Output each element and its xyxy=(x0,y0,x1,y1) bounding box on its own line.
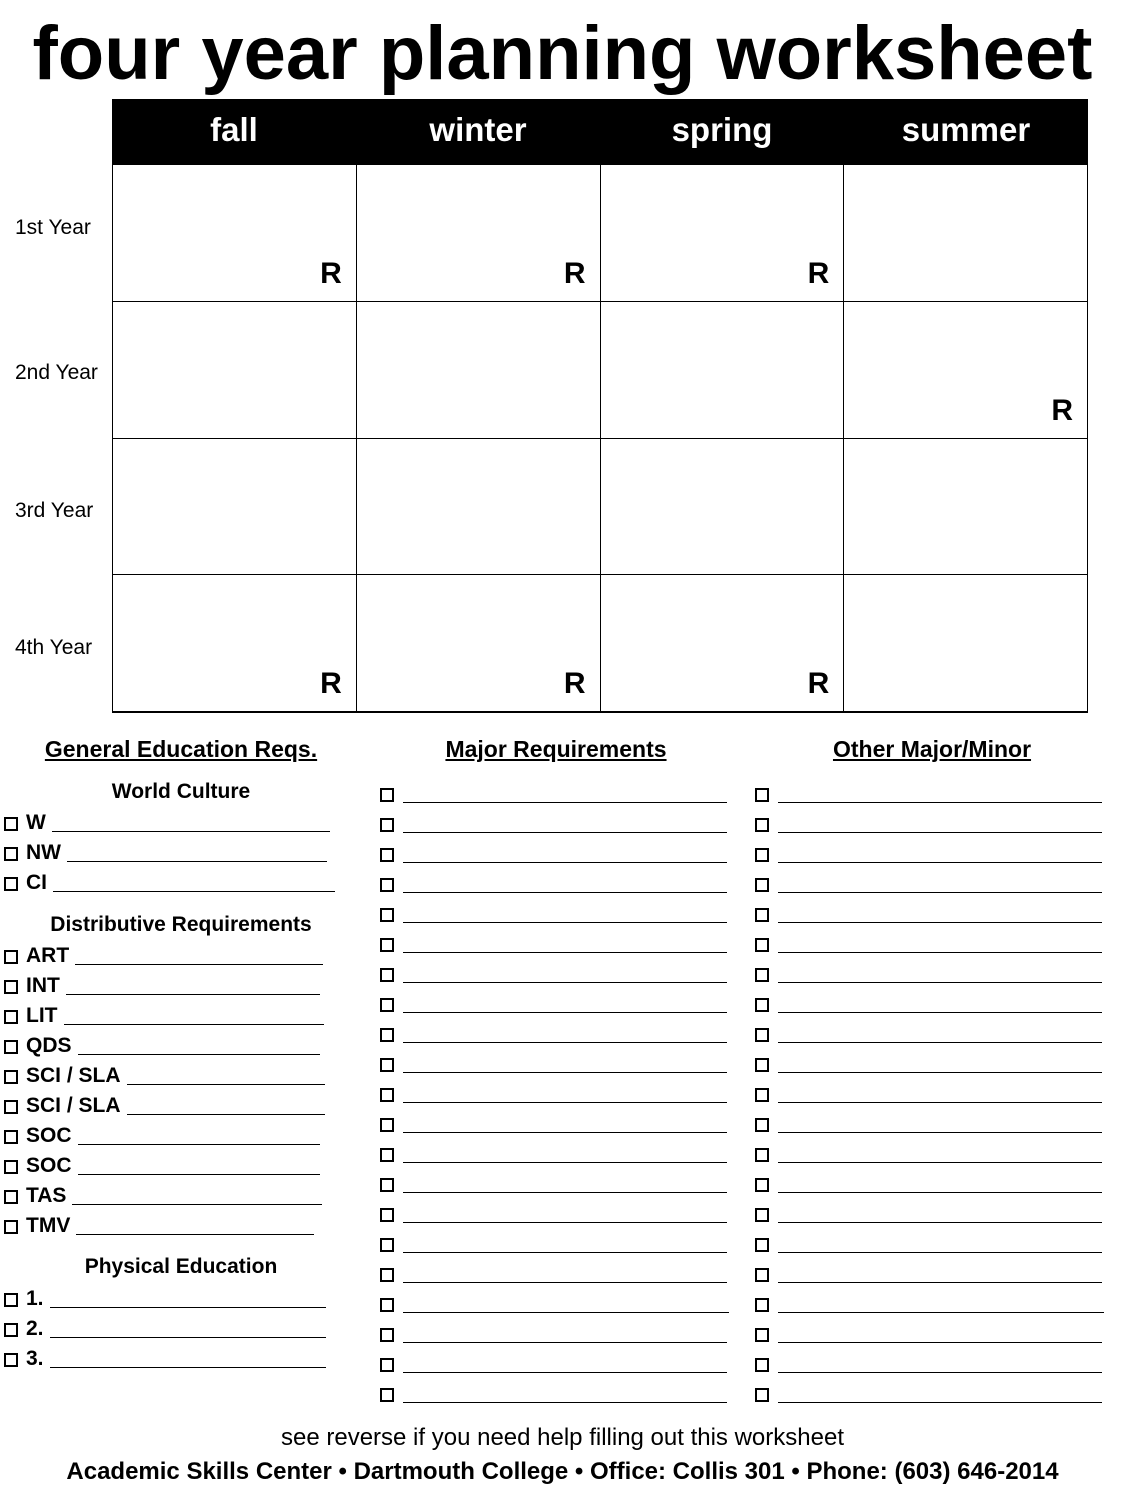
other-requirement-row[interactable] xyxy=(755,811,1102,835)
checkbox[interactable] xyxy=(4,1100,18,1114)
fill-in-line[interactable] xyxy=(403,874,727,893)
registration-mark: R xyxy=(320,256,342,290)
fill-in-line[interactable] xyxy=(403,1324,727,1343)
requirement-label: SCI / SLA xyxy=(26,1094,121,1117)
fill-in-line[interactable] xyxy=(778,934,1102,953)
other-requirement-row[interactable] xyxy=(755,991,1102,1015)
other-requirement-row[interactable] xyxy=(755,1261,1102,1285)
checkbox[interactable] xyxy=(4,1220,18,1234)
major-requirement-row[interactable] xyxy=(380,991,727,1015)
checkbox[interactable] xyxy=(4,817,18,831)
gen-ed-heading: General Education Reqs. xyxy=(44,736,318,762)
checkbox[interactable] xyxy=(380,1358,394,1372)
major-requirement-row[interactable] xyxy=(380,931,727,955)
fill-in-line[interactable] xyxy=(403,1294,729,1313)
checkbox[interactable] xyxy=(380,788,394,802)
major-requirement-row[interactable] xyxy=(380,1171,727,1195)
fill-in-line[interactable] xyxy=(78,1156,320,1175)
fill-in-line[interactable] xyxy=(778,1324,1102,1343)
fill-in-line[interactable] xyxy=(403,1054,727,1073)
checkbox[interactable] xyxy=(380,1298,394,1312)
term-cell[interactable] xyxy=(601,439,845,576)
major-heading: Major Requirements xyxy=(445,736,667,762)
registration-mark: R xyxy=(807,256,830,290)
checkbox[interactable] xyxy=(380,1058,394,1072)
major-requirement-row[interactable] xyxy=(380,901,727,925)
fill-in-line[interactable] xyxy=(403,1264,727,1283)
term-cell[interactable] xyxy=(113,439,357,576)
fill-in-line[interactable] xyxy=(778,1174,1102,1193)
checkbox[interactable] xyxy=(380,1088,394,1102)
checkbox[interactable] xyxy=(380,878,394,892)
fill-in-line[interactable] xyxy=(403,1384,727,1403)
fill-in-line[interactable] xyxy=(778,1024,1102,1043)
requirement-label: ART xyxy=(26,944,70,967)
term-cell[interactable] xyxy=(113,302,357,439)
requirement-item[interactable] xyxy=(4,1346,326,1372)
term-cell[interactable] xyxy=(601,302,845,439)
checkbox[interactable] xyxy=(755,1268,769,1282)
requirement-label: TMV xyxy=(26,1214,71,1237)
fill-in-line[interactable] xyxy=(778,1204,1102,1223)
checkbox[interactable] xyxy=(755,1178,769,1192)
other-requirement-row[interactable] xyxy=(755,1381,1102,1405)
requirement-label: 1. xyxy=(26,1287,44,1310)
checkbox[interactable] xyxy=(380,1118,394,1132)
checkbox[interactable] xyxy=(4,1130,18,1144)
fill-in-line[interactable] xyxy=(78,1126,320,1145)
footer-note: see reverse if you need help filling out this worksheet xyxy=(281,1424,844,1451)
other-requirement-row[interactable] xyxy=(755,841,1102,865)
checkbox[interactable] xyxy=(380,908,394,922)
other-requirement-row[interactable] xyxy=(755,1231,1102,1255)
major-requirement-row[interactable] xyxy=(380,1141,727,1165)
fill-in-line[interactable] xyxy=(72,1186,322,1205)
fill-in-line[interactable] xyxy=(403,1204,727,1223)
term-cell[interactable] xyxy=(601,165,845,302)
checkbox[interactable] xyxy=(4,950,18,964)
fill-in-line[interactable] xyxy=(50,1349,326,1368)
checkbox[interactable] xyxy=(755,1388,769,1402)
requirement-label: SOC xyxy=(26,1124,72,1147)
season-fall: fall xyxy=(210,111,258,148)
fill-in-line[interactable] xyxy=(778,1084,1102,1103)
season-summer: summer xyxy=(901,111,1031,148)
checkbox[interactable] xyxy=(755,1088,769,1102)
major-requirement-row[interactable] xyxy=(380,811,727,835)
fill-in-line[interactable] xyxy=(778,1144,1102,1163)
world-culture-heading: World Culture xyxy=(111,780,251,803)
checkbox[interactable] xyxy=(755,1358,769,1372)
other-heading: Other Major/Minor xyxy=(832,736,1032,762)
checkbox[interactable] xyxy=(755,788,769,802)
checkbox[interactable] xyxy=(755,1208,769,1222)
fill-in-line[interactable] xyxy=(403,904,727,923)
year-label: 3rd Year xyxy=(15,499,94,522)
checkbox[interactable] xyxy=(380,818,394,832)
major-requirement-row[interactable] xyxy=(380,841,727,865)
fill-in-line[interactable] xyxy=(127,1096,325,1115)
requirement-label: TAS xyxy=(26,1184,67,1207)
fill-in-line[interactable] xyxy=(403,1234,727,1253)
checkbox[interactable] xyxy=(755,1118,769,1132)
requirement-label: SCI / SLA xyxy=(26,1064,121,1087)
fill-in-line[interactable] xyxy=(778,1054,1102,1073)
fill-in-line[interactable] xyxy=(50,1289,326,1308)
registration-mark: R xyxy=(320,667,342,700)
major-requirement-row[interactable] xyxy=(380,1051,727,1075)
requirement-item[interactable] xyxy=(4,840,327,866)
fill-in-line[interactable] xyxy=(75,946,323,965)
checkbox[interactable] xyxy=(4,1353,18,1367)
fill-in-line[interactable] xyxy=(778,844,1102,863)
fill-in-line[interactable] xyxy=(778,874,1102,893)
checkbox[interactable] xyxy=(755,1328,769,1342)
requirement-item[interactable] xyxy=(4,943,323,969)
fill-in-line[interactable] xyxy=(78,1036,320,1055)
checkbox[interactable] xyxy=(380,938,394,952)
major-requirement-row[interactable] xyxy=(380,1381,727,1405)
fill-in-line[interactable] xyxy=(53,873,335,892)
fill-in-line[interactable] xyxy=(778,784,1102,803)
term-cell[interactable] xyxy=(844,575,1088,712)
requirement-label: 2. xyxy=(26,1317,44,1340)
other-requirement-row[interactable] xyxy=(755,1201,1102,1225)
other-requirement-row[interactable] xyxy=(755,1111,1102,1135)
year-label: 1st Year xyxy=(15,216,91,239)
checkbox[interactable] xyxy=(4,1070,18,1084)
requirement-label: LIT xyxy=(26,1004,58,1027)
term-cell[interactable] xyxy=(357,575,601,712)
year-label: 4th Year xyxy=(15,636,93,659)
season-header xyxy=(112,99,1088,165)
major-requirement-row[interactable] xyxy=(380,1291,729,1315)
term-cell[interactable] xyxy=(601,575,845,712)
checkbox[interactable] xyxy=(755,848,769,862)
checkbox[interactable] xyxy=(755,968,769,982)
fill-in-line[interactable] xyxy=(403,1144,727,1163)
requirement-item[interactable] xyxy=(4,1316,326,1342)
fill-in-line[interactable] xyxy=(76,1216,314,1235)
other-requirement-row[interactable] xyxy=(755,781,1102,805)
term-cell[interactable] xyxy=(357,439,601,576)
fill-in-line[interactable] xyxy=(778,994,1102,1013)
other-requirement-row[interactable] xyxy=(755,1141,1102,1165)
checkbox[interactable] xyxy=(380,998,394,1012)
other-requirement-row[interactable] xyxy=(755,871,1102,895)
fill-in-line[interactable] xyxy=(403,1354,727,1373)
requirement-label: 3. xyxy=(26,1347,44,1370)
requirement-item[interactable] xyxy=(4,1213,314,1239)
season-spring: spring xyxy=(671,111,773,148)
fill-in-line[interactable] xyxy=(778,1264,1102,1283)
requirement-item[interactable] xyxy=(4,1003,324,1029)
term-cell[interactable] xyxy=(113,165,357,302)
fill-in-line[interactable] xyxy=(403,1174,727,1193)
term-cell[interactable] xyxy=(844,302,1088,439)
checkbox[interactable] xyxy=(4,1293,18,1307)
checkbox[interactable] xyxy=(755,878,769,892)
requirement-item[interactable] xyxy=(4,1033,320,1059)
registration-mark: R xyxy=(563,667,586,700)
requirement-item[interactable] xyxy=(4,1123,320,1149)
checkbox[interactable] xyxy=(4,1010,18,1024)
checkbox[interactable] xyxy=(755,818,769,832)
requirement-item[interactable] xyxy=(4,1153,320,1179)
fill-in-line[interactable] xyxy=(403,934,727,953)
major-requirement-row[interactable] xyxy=(380,1021,727,1045)
fill-in-line[interactable] xyxy=(403,964,727,983)
fill-in-line[interactable] xyxy=(403,844,727,863)
requirement-item[interactable] xyxy=(4,973,320,999)
checkbox[interactable] xyxy=(380,848,394,862)
major-requirement-row[interactable] xyxy=(380,781,727,805)
season-winter: winter xyxy=(429,111,527,148)
requirement-label: SOC xyxy=(26,1154,72,1177)
requirement-item[interactable] xyxy=(4,810,330,836)
fill-in-line[interactable] xyxy=(778,1384,1102,1403)
other-requirement-row[interactable] xyxy=(755,961,1102,985)
fill-in-line[interactable] xyxy=(127,1066,325,1085)
page-title: four year planning worksheet xyxy=(32,11,1093,96)
major-requirement-row[interactable] xyxy=(380,1351,727,1375)
fill-in-line[interactable] xyxy=(778,1114,1102,1133)
checkbox[interactable] xyxy=(4,980,18,994)
term-cell[interactable] xyxy=(844,165,1088,302)
other-requirement-row[interactable] xyxy=(755,931,1102,955)
requirement-label: NW xyxy=(26,841,61,864)
footer-contact: Academic Skills Center • Dartmouth College • Office: Collis 301 • Phone: (603) 646-2014 xyxy=(66,1458,1059,1485)
checkbox[interactable] xyxy=(4,847,18,861)
checkbox[interactable] xyxy=(380,1178,394,1192)
other-requirement-row[interactable] xyxy=(755,1351,1102,1375)
fill-in-line[interactable] xyxy=(403,1024,727,1043)
major-requirement-row[interactable] xyxy=(380,1321,727,1345)
registration-mark: R xyxy=(807,667,830,700)
term-cells xyxy=(112,165,1088,713)
requirement-label: W xyxy=(26,811,46,834)
requirement-label: INT xyxy=(26,974,60,997)
fill-in-line[interactable] xyxy=(778,1354,1102,1373)
requirement-item[interactable] xyxy=(4,1093,325,1119)
other-requirement-row[interactable] xyxy=(755,1171,1102,1195)
checkbox[interactable] xyxy=(755,1148,769,1162)
requirement-item[interactable] xyxy=(4,1063,325,1089)
other-requirement-row[interactable] xyxy=(755,1291,1104,1315)
distributive-heading: Distributive Requirements xyxy=(50,913,312,936)
major-requirement-row[interactable] xyxy=(380,871,727,895)
fill-in-line[interactable] xyxy=(778,904,1102,923)
fill-in-line[interactable] xyxy=(64,1006,324,1025)
year-label: 2nd Year xyxy=(15,361,98,384)
checkbox[interactable] xyxy=(380,1238,394,1252)
other-requirement-row[interactable] xyxy=(755,901,1102,925)
checkbox[interactable] xyxy=(380,1028,394,1042)
other-requirement-row[interactable] xyxy=(755,1081,1102,1105)
checkbox[interactable] xyxy=(380,968,394,982)
other-requirement-row[interactable] xyxy=(755,1321,1102,1345)
checkbox[interactable] xyxy=(755,1028,769,1042)
checkbox[interactable] xyxy=(755,1298,769,1312)
checkbox[interactable] xyxy=(755,998,769,1012)
term-cell[interactable] xyxy=(113,575,357,712)
requirement-label: QDS xyxy=(26,1034,72,1057)
term-cell[interactable] xyxy=(357,165,601,302)
pe-heading: Physical Education xyxy=(84,1255,278,1278)
major-requirement-row[interactable] xyxy=(380,1261,727,1285)
registration-mark: R xyxy=(563,256,586,290)
checkbox[interactable] xyxy=(4,877,18,891)
fill-in-line[interactable] xyxy=(778,1294,1104,1313)
major-requirement-row[interactable] xyxy=(380,1081,727,1105)
fill-in-line[interactable] xyxy=(778,814,1102,833)
checkbox[interactable] xyxy=(755,1058,769,1072)
major-requirement-row[interactable] xyxy=(380,1231,727,1255)
fill-in-line[interactable] xyxy=(778,1234,1102,1253)
fill-in-line[interactable] xyxy=(403,1084,727,1103)
major-requirement-row[interactable] xyxy=(380,961,727,985)
checkbox[interactable] xyxy=(755,1238,769,1252)
other-requirement-row[interactable] xyxy=(755,1021,1102,1045)
requirement-item[interactable] xyxy=(4,1286,326,1312)
term-cell[interactable] xyxy=(844,439,1088,576)
checkbox[interactable] xyxy=(755,908,769,922)
checkbox[interactable] xyxy=(380,1148,394,1162)
fill-in-line[interactable] xyxy=(403,1114,727,1133)
fill-in-line[interactable] xyxy=(66,976,320,995)
fill-in-line[interactable] xyxy=(52,813,330,832)
requirement-item[interactable] xyxy=(4,1183,322,1209)
fill-in-line[interactable] xyxy=(403,784,727,803)
checkbox[interactable] xyxy=(4,1160,18,1174)
fill-in-line[interactable] xyxy=(50,1319,326,1338)
term-cell[interactable] xyxy=(357,302,601,439)
checkbox[interactable] xyxy=(380,1268,394,1282)
major-requirement-row[interactable] xyxy=(380,1201,727,1225)
checkbox[interactable] xyxy=(4,1323,18,1337)
checkbox[interactable] xyxy=(4,1190,18,1204)
fill-in-line[interactable] xyxy=(67,843,327,862)
checkbox[interactable] xyxy=(380,1328,394,1342)
requirement-label: CI xyxy=(26,871,47,894)
fill-in-line[interactable] xyxy=(403,994,727,1013)
checkbox[interactable] xyxy=(755,938,769,952)
planning-grid xyxy=(112,99,1088,714)
registration-mark: R xyxy=(1051,393,1073,427)
fill-in-line[interactable] xyxy=(403,814,727,833)
checkbox[interactable] xyxy=(380,1208,394,1222)
checkbox[interactable] xyxy=(380,1388,394,1402)
requirement-item[interactable] xyxy=(4,870,335,896)
fill-in-line[interactable] xyxy=(778,964,1102,983)
major-requirement-row[interactable] xyxy=(380,1111,727,1135)
checkbox[interactable] xyxy=(4,1040,18,1054)
other-requirement-row[interactable] xyxy=(755,1051,1102,1075)
